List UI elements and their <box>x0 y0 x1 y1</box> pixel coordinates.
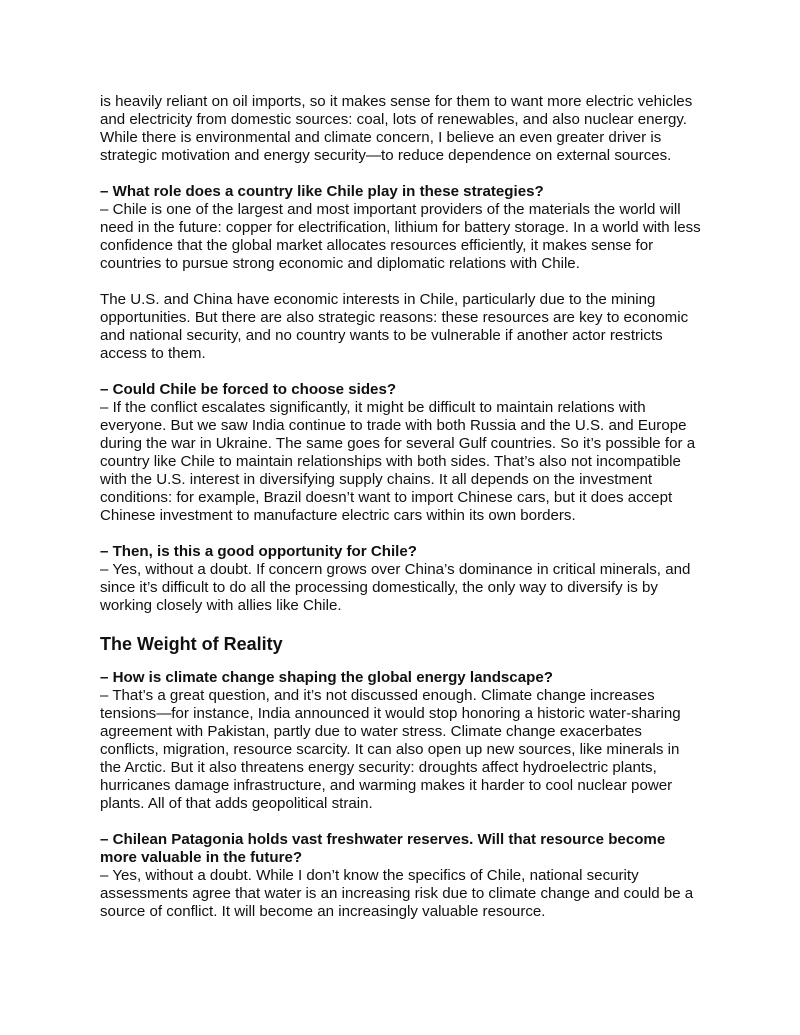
qa-block-patagonia-water <box>100 831 704 921</box>
answer-chile-role: – Chile is one of the largest and most important providers of the materials the world will need in the future: copper for electrification, lithium for battery storage. In a world with less confidence that the global market allocates resources efficiently, it makes sense for countries to pursue strong economic and diplomatic relations with Chile. <box>100 201 701 272</box>
answer-good-opportunity: – Yes, without a doubt. If concern grows over China’s dominance in critical minerals, and since it’s difficult to do all the processing domestically, the only way to diversify is by working closely with allies like Chile. <box>100 561 691 614</box>
answer-choose-sides: – If the conflict escalates significantly, it might be difficult to maintain relations with everyone. But we saw India continue to trade with both Russia and the U.S. and Europe during the war in Ukraine. The same goes for several Gulf countries. So it’s possible for a country like Chile to maintain relationships with both sides. That’s also not incompatible with the U.S. interest in diversifying supply chains. It all depends on the investment conditions: for example, Brazil doesn’t want to import Chinese cars, but it does accept Chinese investment to manufacture electric cars within its own borders. <box>100 399 696 524</box>
section-heading: The Weight of Reality <box>100 634 283 654</box>
question-chile-role: – What role does a country like Chile play in these strategies? <box>100 183 544 200</box>
qa-block-good-opportunity <box>100 543 704 615</box>
document-page <box>100 93 704 939</box>
question-choose-sides: – Could Chile be forced to choose sides? <box>100 381 397 398</box>
answer-climate-change: – That’s a great question, and it’s not discussed enough. Climate change increases tensions—for instance, India announced it would stop honoring a historic water-sharing agreement with Pakistan, partly due to water stress. Climate change exacerbates conflicts, migration, resource scarcity. It can also open up new sources, like minerals in the Arctic. But it also threatens energy security: droughts affect hydroelectric plants, hurricanes damage infrastructure, and warming makes it harder to cool nuclear power plants. All of that adds geopolitical strain. <box>100 687 681 812</box>
intro-paragraph: is heavily reliant on oil imports, so it makes sense for them to want more electric vehicles and electricity from domestic sources: coal, lots of renewables, and also nuclear energy. While there is environmental and climate concern, I believe an even greater driver is strategic motivation and energy security—to reduce dependence on external sources. <box>100 93 693 164</box>
qa-block-chile-role <box>100 183 704 273</box>
paragraph-us-china-interests: The U.S. and China have economic interests in Chile, particularly due to the mining opportunities. But there are also strategic reasons: these resources are key to economic and national security, and no country wants to be vulnerable if another actor restricts access to them. <box>100 291 689 362</box>
question-good-opportunity: – Then, is this a good opportunity for Chile? <box>100 543 417 560</box>
answer-patagonia-water: – Yes, without a doubt. While I don’t know the specifics of Chile, national security assessments agree that water is an increasing risk due to climate change and could be a source of conflict. It will become an increasingly valuable resource. <box>100 867 694 920</box>
qa-block-climate-change <box>100 669 704 813</box>
qa-block-choose-sides <box>100 381 704 525</box>
question-patagonia-water: – Chilean Patagonia holds vast freshwater reserves. Will that resource become more valuable in the future? <box>100 831 666 866</box>
question-climate-change: – How is climate change shaping the global energy landscape? <box>100 669 553 686</box>
